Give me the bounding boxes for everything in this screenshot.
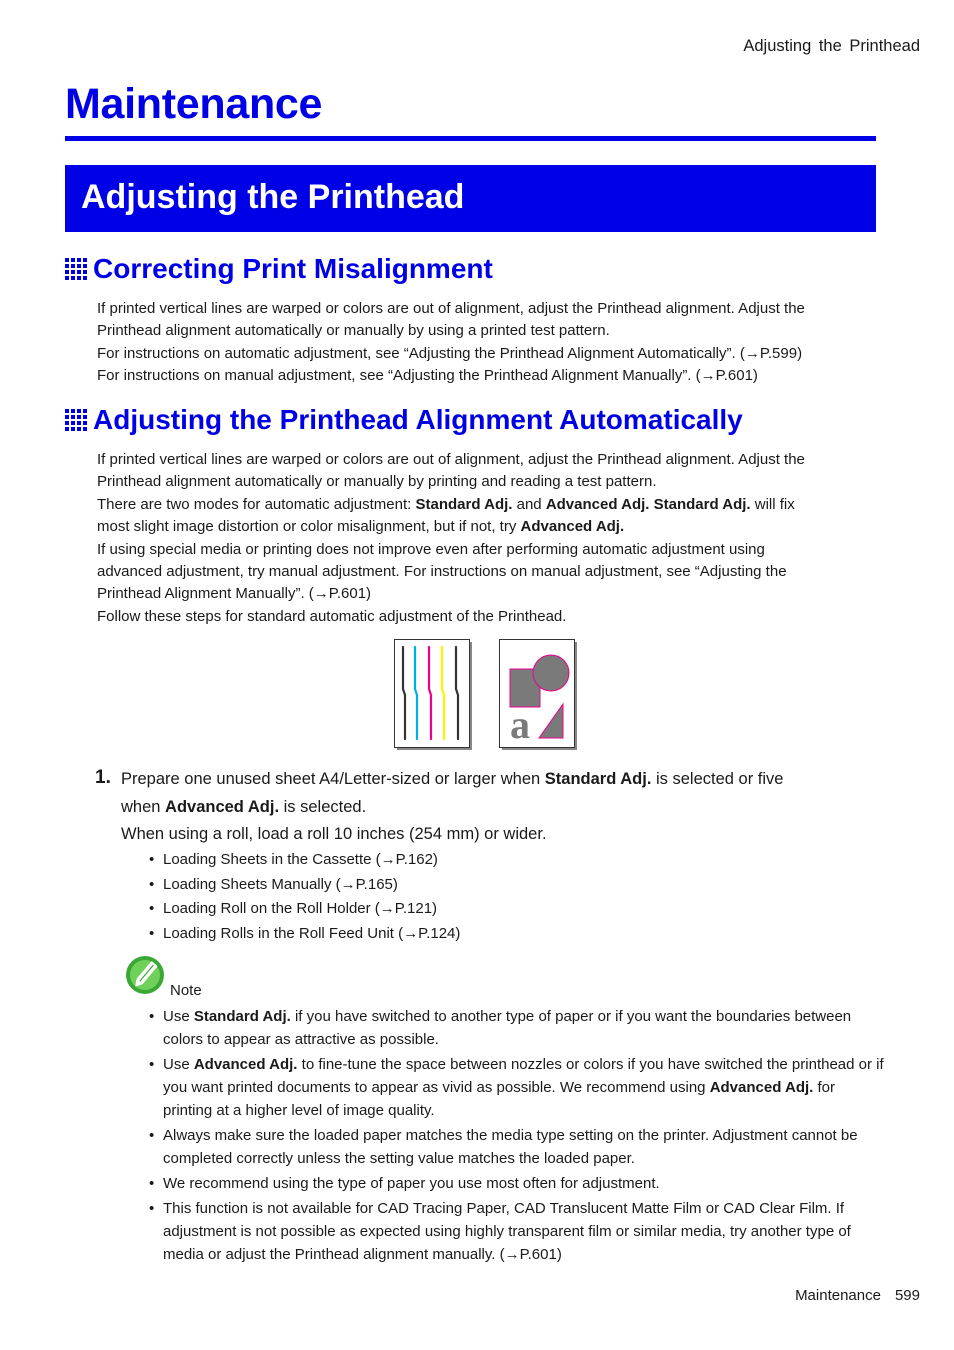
shapes-and-letter-a-icon [499,639,579,752]
step-number: 1. [95,767,111,788]
step-line: When using a roll, load a roll 10 inches (254 mm) or wider. [121,825,547,843]
subsection2-body [97,449,877,628]
note-item: • Use Advanced Adj. to fine-tune the space between nozzles or colors if you have switched the printhead or if you want printed documents to appear as vivid as possible. We recommend using Advanced Adj. for printing at a higher level of image quality. [145,1053,885,1122]
note-item: • We recommend using the type of paper you use most often for adjustment. [145,1172,885,1195]
link-loading-roll-holder[interactable]: • Loading Roll on the Roll Holder (→P.121) [145,897,645,922]
step-text [121,765,861,847]
chapter-rule [65,136,876,141]
body-line: advanced adjustment, try manual adjustment. For instructions on manual adjustment, see “Adjusting the [97,563,787,581]
loading-links-list [145,848,645,947]
body-line: most slight image distortion or color misalignment, but if not, try Advanced Adj. [97,518,625,536]
body-line: Printhead alignment automatically or manually by using a printed test pattern. [97,322,610,340]
subsection-heading-correcting [65,253,493,285]
subsection-title: Adjusting the Printhead Alignment Automatically [93,404,743,435]
body-line: Printhead alignment automatically or manually by printing and reading a test pattern. [97,473,657,491]
running-footer [795,1287,920,1304]
section-banner [65,165,876,232]
note-item: • Use Standard Adj. if you have switched to another type of paper or if you want the boundaries between colors to appear as attractive as possible. [145,1005,885,1051]
link-loading-sheets-manually[interactable]: • Loading Sheets Manually (→P.165) [145,873,645,898]
note-list [145,1005,885,1268]
body-line: If printed vertical lines are warped or colors are out of alignment, adjust the Printhead alignment. Adjust the [97,300,805,317]
grid-icon [65,409,87,431]
step-line: when Advanced Adj. is selected. [121,798,367,816]
manual-adjust-link[interactable]: Printhead Alignment Manually”. (→P.601) [97,585,372,603]
note-item[interactable]: • This function is not available for CAD Tracing Paper, CAD Translucent Matte Film or CAD Clear Film. If adjustment is not possible as expected using highly transparent film or similar media, try another type of media or adjust the Printhead alignment manually. (→P.601) [145,1197,885,1266]
body-line: If using special media or printing does not improve even after performing automatic adjustment using [97,540,765,558]
step-line: Prepare one unused sheet A4/Letter-sized or larger when Standard Adj. is selected or five [121,770,784,788]
body-line: If printed vertical lines are warped or colors are out of alignment, adjust the Printhead alignment. Adjust the [97,451,805,468]
sample-letter: a [510,702,530,747]
vertical-lines-test-pattern-icon [394,639,474,752]
subsection-title: Correcting Print Misalignment [93,253,493,284]
pencil-note-icon [125,955,165,995]
auto-adjust-link[interactable]: For instructions on automatic adjustment, see “Adjusting the Printhead Alignment Automatically”. (→P.599) [97,344,803,362]
note-label: Note [170,982,202,999]
subsection-heading-auto [65,404,743,436]
body-line: Follow these steps for standard automatic adjustment of the Printhead. [97,607,567,625]
link-loading-rolls-feed-unit[interactable]: • Loading Rolls in the Roll Feed Unit (→P.124) [145,922,645,947]
page-number: 599 [894,1287,920,1304]
subsection1-body [97,298,877,388]
section-title: Adjusting the Printhead [81,178,465,216]
manual-adjust-link[interactable]: For instructions on manual adjustment, see “Adjusting the Printhead Alignment Manually”. (→P.601) [97,367,758,385]
modes-line: There are two modes for automatic adjustment: Standard Adj. and Advanced Adj. Standard Adj. will fix [97,495,795,513]
chapter-title: Maintenance [65,80,323,128]
footer-chapter: Maintenance [795,1287,881,1304]
running-header: Adjusting the Printhead [743,37,920,55]
grid-icon [65,258,87,280]
note-item: • Always make sure the loaded paper matches the media type setting on the printer. Adjustment cannot be completed correctly unless the setting value matches the loaded paper. [145,1124,885,1170]
link-loading-sheets-cassette[interactable]: • Loading Sheets in the Cassette (→P.162) [145,848,645,873]
